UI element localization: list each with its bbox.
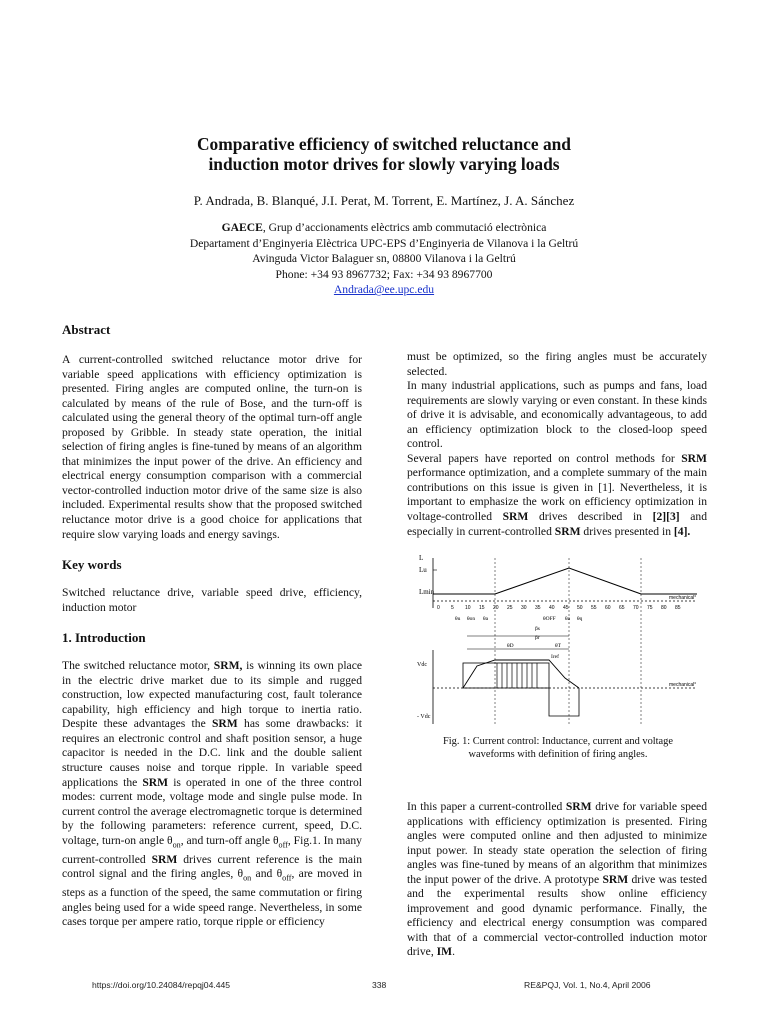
affiliation-department: Departament d’Enginyeria Elèctrica UPC-EPS d’Enginyeria de Vilanova i la Geltrú: [189, 236, 579, 250]
title-line-1: Comparative efficiency of switched reluctance and: [197, 134, 571, 154]
keywords-heading: Key words: [62, 557, 122, 573]
svg-text:85: 85: [675, 605, 681, 611]
svg-text:10: 10: [465, 605, 471, 611]
footer-doi[interactable]: https://doi.org/10.24084/repqj04.445: [92, 980, 231, 990]
fig-label-L: L: [419, 554, 424, 562]
svg-text:60: 60: [605, 605, 611, 611]
right-paragraph-4: In this paper a current-controlled SRM drive for variable speed applications with efficiency optimization is presented. Firing angles were computed online and then adjusted to minimize input power. In steady state operation the selection of firing angles was fine-tuned by means of an algorithm that minimizes the input power of the drive. A prototype SRM drive was tested and the experimental results show online efficiency improvement and good dynamic performance. Finally, the efficiency and electrical energy consumption was compared with that of a commercial vector-controlled induction motor drive, IM.: [407, 800, 707, 959]
fig-label-vdc: Vdc: [417, 662, 427, 668]
svg-text:θq: θq: [577, 616, 583, 622]
svg-text:45: 45: [563, 605, 569, 611]
svg-text:θa: θa: [483, 616, 489, 622]
affiliation-phone: Phone: +34 93 8967732; Fax: +34 93 8967700: [275, 267, 493, 281]
footer-journal: RE&PQJ, Vol. 1, No.4, April 2006: [524, 980, 651, 990]
fig-label-Lmin: Lmin: [419, 588, 435, 596]
right-column-bottom: [407, 800, 707, 960]
svg-text:25: 25: [507, 605, 513, 611]
svg-text:50: 50: [577, 605, 583, 611]
introduction-heading: 1. Introduction: [62, 630, 146, 646]
svg-text:65: 65: [619, 605, 625, 611]
svg-text:θon: θon: [467, 616, 476, 622]
author-email-link[interactable]: Andrada@ee.upc.edu: [333, 283, 435, 297]
right-paragraph-1: must be optimized, so the firing angles must be accurately selected.: [407, 350, 707, 378]
svg-text:θT: θT: [555, 643, 561, 649]
svg-text:75: 75: [647, 605, 653, 611]
affiliation-org-name: GAECE: [221, 221, 263, 234]
svg-text:80: 80: [661, 605, 667, 611]
svg-text:30: 30: [521, 605, 527, 611]
fig-label-Lu: Lu: [419, 566, 427, 574]
fig-label-mechanical-2: mechanical°: [669, 682, 697, 688]
svg-text:5: 5: [451, 605, 454, 611]
figure-1-caption: Fig. 1: Current control: Inductance, current and voltage waveforms with definition of firing angles.: [443, 736, 673, 760]
abstract-text: A current-controlled switched reluctance motor drive for variable speed applications with efficiency optimization is presented. Firing angles are computed online, the turn-on is calculated by means of the rule of Bose, and the turn-off is calculated using the general theory of the optimal turn-off angle proposed by Gribble. In steady state operation, the initial selection of firing angles is fine-tuned by means of an algorithm that minimizes the input power of the drive. An efficiency and electrical energy consumption comparison with a commercial vector-controlled induction motor drive of the same size is also included. Experimental results show that the proposed switched reluctance motor drive is a good choice for applications that require slow varying loads and energy savings.: [62, 353, 362, 541]
right-paragraph-3: Several papers have reported on control methods for SRM performance optimization, and a complete summary of the main contributions on this issue is given in [1]. Nevertheless, it is important to emphasize the work on efficiency optimization in voltage-controlled SRM drives described in [2][3] and especially in current-controlled SRM drives presented in [4].: [407, 451, 708, 538]
svg-text:θOFF: θOFF: [543, 616, 556, 622]
figure-1-waveforms: [407, 548, 709, 724]
svg-text:θD: θD: [507, 643, 514, 649]
affiliation-org: [100, 220, 668, 236]
right-paragraph-2: In many industrial applications, such as pumps and fans, load requirements are slowly varying or even constant. In these kinds of drive it is advisable, and economically advantageous, to add an efficiency optimization block to the closed-loop speed control.: [407, 379, 707, 451]
angle-labels: [455, 616, 583, 649]
footer-page-number: 338: [372, 980, 387, 990]
affiliation-block: [100, 220, 668, 298]
svg-text:βs: βs: [535, 626, 540, 632]
svg-text:40: 40: [549, 605, 555, 611]
svg-text:35: 35: [535, 605, 541, 611]
right-column-top: [407, 350, 707, 539]
tick-row-top: [437, 605, 681, 611]
affiliation-address: Avinguda Victor Balaguer sn, 08800 Vilanova i la Geltrú: [252, 252, 516, 266]
inductance-curve: [433, 568, 697, 594]
fig-label-iref: Iref: [551, 654, 559, 660]
paper-title: [100, 134, 668, 174]
svg-text:0: 0: [437, 605, 440, 611]
svg-text:20: 20: [493, 605, 499, 611]
left-column: [62, 322, 362, 930]
author-list: P. Andrada, B. Blanqué, J.I. Perat, M. Torrent, E. Martínez, J. A. Sánchez: [193, 193, 575, 208]
affiliation-org-desc: , Grup d’accionaments elèctrics amb commutació electrònica: [262, 221, 547, 234]
keywords-text: Switched reluctance drive, variable speed drive, efficiency, induction motor: [62, 586, 362, 614]
fig-label-minus-vdc: - Vdc: [417, 714, 431, 720]
svg-text:θa: θa: [565, 616, 571, 622]
svg-text:θu: θu: [455, 616, 461, 622]
svg-text:55: 55: [591, 605, 597, 611]
fig-label-mechanical: mechanical°: [669, 595, 697, 601]
svg-text:70: 70: [633, 605, 639, 611]
chopping-pulses: [497, 663, 537, 688]
svg-text:15: 15: [479, 605, 485, 611]
abstract-heading: Abstract: [62, 322, 111, 337]
introduction-paragraph: The switched reluctance motor, SRM, is winning its own place in the electric drive market due to its simple and rugged construction, low expected manufacturing cost, fault tolerance capability, high efficiency and high torque to inertia ratio. Despite these advantages the SRM has some drawbacks: it requires an electronic control and shaft position sensor, a huge capacitor is needed in the D.C. link and the double salient structure causes noise and torque ripple. In variable speed applications the SRM is operated in one of the three control modes: current mode, voltage mode and single pulse mode. In current control the average electromagnetic torque is determined by the following parameters: reference current, speed, D.C. voltage, turn-on angle $\theta_{on}$, and turn-off angle $\theta_{off}$, Fig.1. In many current-controlled SRM drives current reference is the main control signal and the firing angles, $\theta_{on}$ and $\theta_{off}$, are moved in steps as a function of the speed, the same commutation or firing angles being used for a wide speed range. Nevertheless, in some cases torque per ampere ratio, torque ripple or efficiency: [62, 659, 363, 929]
svg-text:βr: βr: [535, 635, 540, 641]
title-line-2: induction motor drives for slowly varying loads: [208, 154, 560, 174]
